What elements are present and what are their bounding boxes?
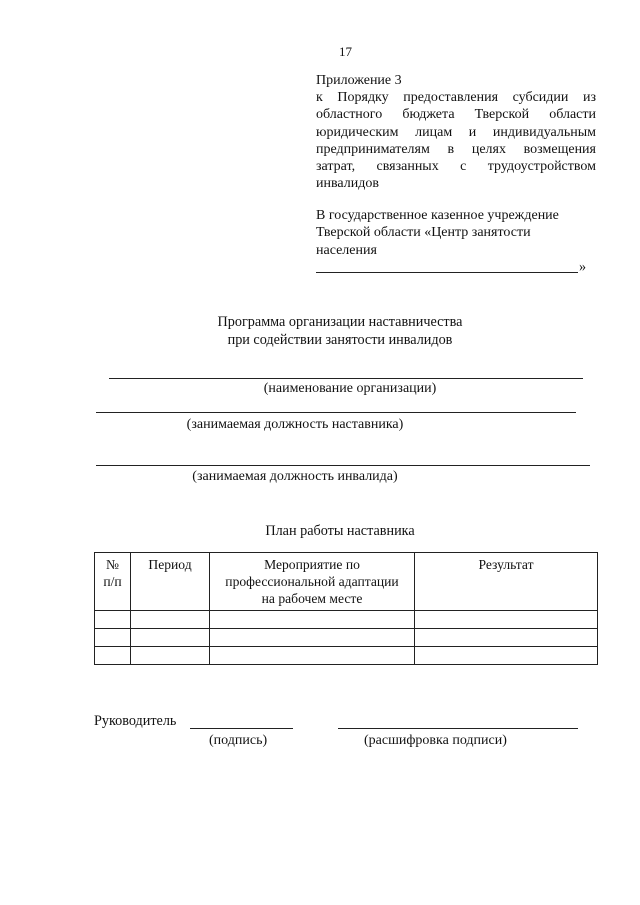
appendix-header: [316, 72, 596, 192]
table-cell[interactable]: [95, 611, 131, 629]
program-title: [180, 314, 500, 349]
table-cell[interactable]: [415, 647, 598, 665]
head-label: Руководитель: [94, 713, 177, 729]
table-cell[interactable]: [210, 611, 415, 629]
signature-line: [190, 728, 293, 729]
appendix-line: затрат, связанных с трудоустройством: [316, 159, 596, 175]
appendix-line: к Порядку предоставления субсидии из: [316, 90, 596, 106]
closing-quote: »: [579, 259, 587, 275]
transcript-line: [338, 728, 578, 729]
appendix-last-line: инвалидов: [316, 176, 379, 192]
table-cell[interactable]: [210, 647, 415, 665]
appendix-line: областного бюджета Тверской области: [316, 107, 596, 123]
addressee-line: Тверской области «Центр занятости: [316, 225, 531, 241]
column-header-event: [210, 553, 415, 611]
table-cell[interactable]: [415, 629, 598, 647]
column-header-text: на рабочем месте: [261, 591, 363, 606]
table-cell[interactable]: [95, 647, 131, 665]
column-header-text: №: [106, 557, 119, 572]
appendix-line: юридическим лицам и индивидуальным: [316, 124, 596, 140]
appendix-line: предпринимателям в целях возмещения: [316, 141, 596, 157]
column-header-result: Результат: [415, 553, 598, 611]
column-header-text: п/п: [103, 574, 122, 589]
table-cell[interactable]: [210, 629, 415, 647]
disabled-position-caption: (занимаемая должность инвалида): [192, 469, 398, 484]
mentor-position-line: [96, 412, 576, 413]
program-title-line: при содействии занятости инвалидов: [227, 331, 453, 348]
column-header-text: Мероприятие по: [264, 557, 360, 572]
table-cell[interactable]: [95, 629, 131, 647]
table-header-row: [95, 553, 598, 611]
program-title-line: Программа организации наставничества: [217, 314, 463, 330]
addressee-block: [316, 207, 596, 259]
mentor-position-caption: (занимаемая должность наставника): [186, 417, 404, 432]
column-header-number: [95, 553, 131, 611]
addressee-blank-line: [316, 272, 578, 273]
table-cell[interactable]: [131, 611, 210, 629]
transcript-caption: (расшифровка подписи): [364, 733, 507, 748]
table-cell[interactable]: [415, 611, 598, 629]
signature-caption: (подпись): [209, 733, 268, 748]
plan-title: План работы наставника: [265, 523, 415, 539]
column-header-text: профессиональной адаптации: [225, 574, 399, 589]
organization-line: [109, 378, 583, 379]
table-cell[interactable]: [131, 647, 210, 665]
mentor-plan-table: [94, 552, 598, 665]
table-cell[interactable]: [131, 629, 210, 647]
table-row: [95, 647, 598, 665]
appendix-title: Приложение 3: [316, 73, 402, 88]
addressee-line: В государственное казенное учреждение: [316, 208, 559, 223]
disabled-position-line: [96, 465, 590, 466]
table-row: [95, 629, 598, 647]
organization-caption: (наименование организации): [263, 381, 437, 396]
page-number: 17: [339, 44, 352, 59]
table-row: [95, 611, 598, 629]
column-header-period: Период: [131, 553, 210, 611]
addressee-line: населения: [316, 242, 377, 258]
